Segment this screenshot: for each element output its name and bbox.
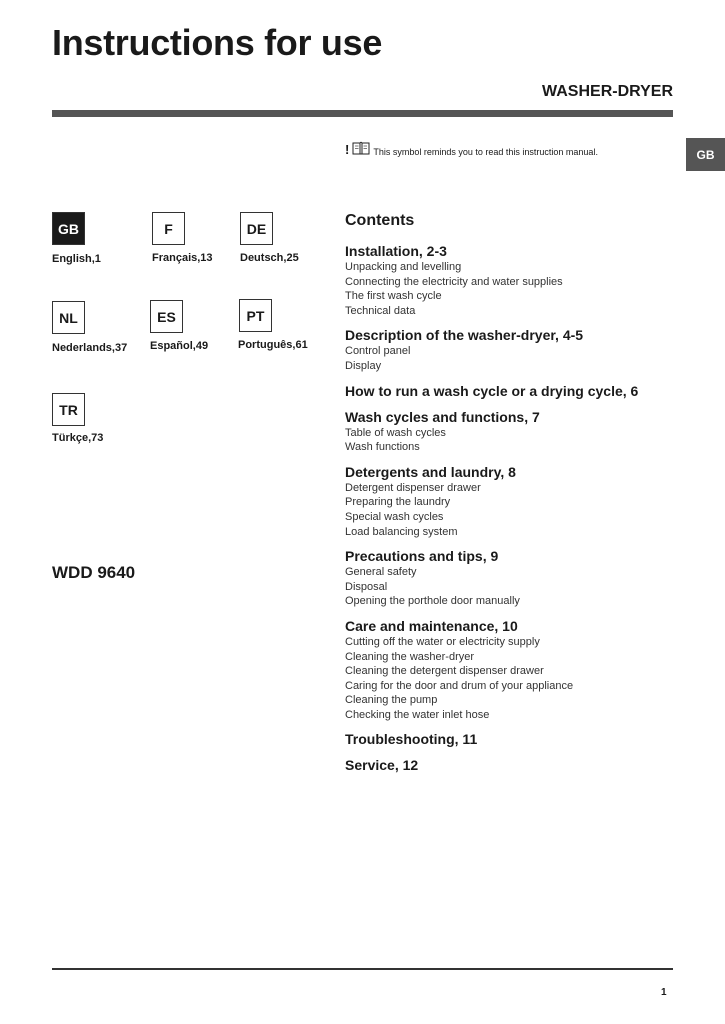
toc-heading[interactable]: Installation, 2-3: [345, 243, 447, 259]
toc-heading[interactable]: How to run a wash cycle or a drying cycle, 6: [345, 382, 639, 399]
toc-item[interactable]: Disposal: [345, 580, 388, 593]
toc-item[interactable]: Cleaning the detergent dispenser drawer: [345, 665, 544, 678]
lang-label-gb[interactable]: English,1: [52, 253, 101, 265]
toc-item[interactable]: Control panel: [345, 345, 411, 358]
toc-item[interactable]: Cutting off the water or electricity supply: [345, 635, 540, 648]
toc-section-care: [345, 618, 705, 723]
lang-label-pt[interactable]: Português,61: [238, 339, 308, 351]
toc-item[interactable]: Connecting the electricity and water supplies: [345, 275, 563, 288]
toc-item[interactable]: Opening the porthole door manually: [345, 595, 520, 608]
toc-heading[interactable]: Wash cycles and functions, 7: [345, 408, 540, 425]
toc-item[interactable]: Technical data: [345, 304, 416, 317]
lang-box-f[interactable]: F: [152, 212, 185, 245]
toc-item[interactable]: Table of wash cycles: [345, 426, 446, 439]
toc-section-detergents: [345, 464, 705, 539]
lang-label-tr[interactable]: Türkçe,73: [52, 432, 104, 444]
toc-heading[interactable]: Detergents and laundry, 8: [345, 463, 516, 480]
toc-section-precautions: [345, 548, 705, 609]
lang-box-tr[interactable]: TR: [52, 393, 85, 426]
book-icon: [352, 141, 370, 157]
toc-item[interactable]: Caring for the door and drum of your appliance: [345, 679, 574, 692]
toc-section-wash-cycles: [345, 409, 705, 455]
toc-heading[interactable]: Precautions and tips, 9: [345, 548, 499, 565]
exclamation-mark: !: [345, 142, 350, 157]
lang-box-gb[interactable]: GB: [52, 212, 85, 245]
toc-section-service: [345, 757, 705, 774]
toc-section-description: [345, 327, 705, 373]
toc-item[interactable]: Detergent dispenser drawer: [345, 481, 481, 494]
symbol-note: [345, 141, 598, 157]
language-side-tab: GB: [686, 138, 725, 171]
toc-section-run-cycle: [345, 383, 705, 400]
toc-item[interactable]: General safety: [345, 566, 417, 579]
table-of-contents: [345, 243, 705, 783]
toc-item[interactable]: Wash functions: [345, 441, 420, 454]
toc-item[interactable]: Load balancing system: [345, 525, 458, 538]
lang-label-f[interactable]: Français,13: [152, 252, 213, 264]
symbol-note-text: This symbol reminds you to read this instruction manual.: [373, 147, 598, 157]
lang-box-es[interactable]: ES: [150, 300, 183, 333]
toc-item[interactable]: Unpacking and levelling: [345, 261, 462, 273]
toc-heading[interactable]: Description of the washer-dryer, 4-5: [345, 327, 584, 344]
page-title: Instructions for use: [52, 22, 383, 63]
toc-heading[interactable]: Troubleshooting, 11: [345, 731, 478, 748]
lang-label-de[interactable]: Deutsch,25: [240, 252, 299, 264]
toc-item[interactable]: Display: [345, 359, 382, 372]
toc-item[interactable]: Cleaning the pump: [345, 694, 438, 707]
lang-box-pt[interactable]: PT: [239, 299, 272, 332]
toc-heading[interactable]: Service, 12: [345, 757, 419, 774]
contents-title: Contents: [345, 212, 415, 229]
page-number: 1: [661, 987, 667, 998]
lang-label-nl[interactable]: Nederlands,37: [52, 342, 128, 354]
lang-box-nl[interactable]: NL: [52, 301, 85, 334]
toc-item[interactable]: Checking the water inlet hose: [345, 708, 490, 721]
model-number: WDD 9640: [52, 563, 136, 582]
toc-item[interactable]: Preparing the laundry: [345, 496, 451, 509]
toc-item[interactable]: The first wash cycle: [345, 290, 442, 303]
toc-section-installation: [345, 243, 705, 318]
toc-item[interactable]: Cleaning the washer-dryer: [345, 650, 475, 663]
header-rule: [52, 110, 673, 117]
lang-label-es[interactable]: Español,49: [150, 340, 209, 352]
toc-item[interactable]: Special wash cycles: [345, 510, 444, 523]
toc-section-troubleshooting: [345, 731, 705, 748]
footer-rule: [52, 968, 673, 970]
lang-box-de[interactable]: DE: [240, 212, 273, 245]
toc-heading[interactable]: Care and maintenance, 10: [345, 617, 518, 634]
product-type: WASHER-DRYER: [542, 83, 673, 100]
